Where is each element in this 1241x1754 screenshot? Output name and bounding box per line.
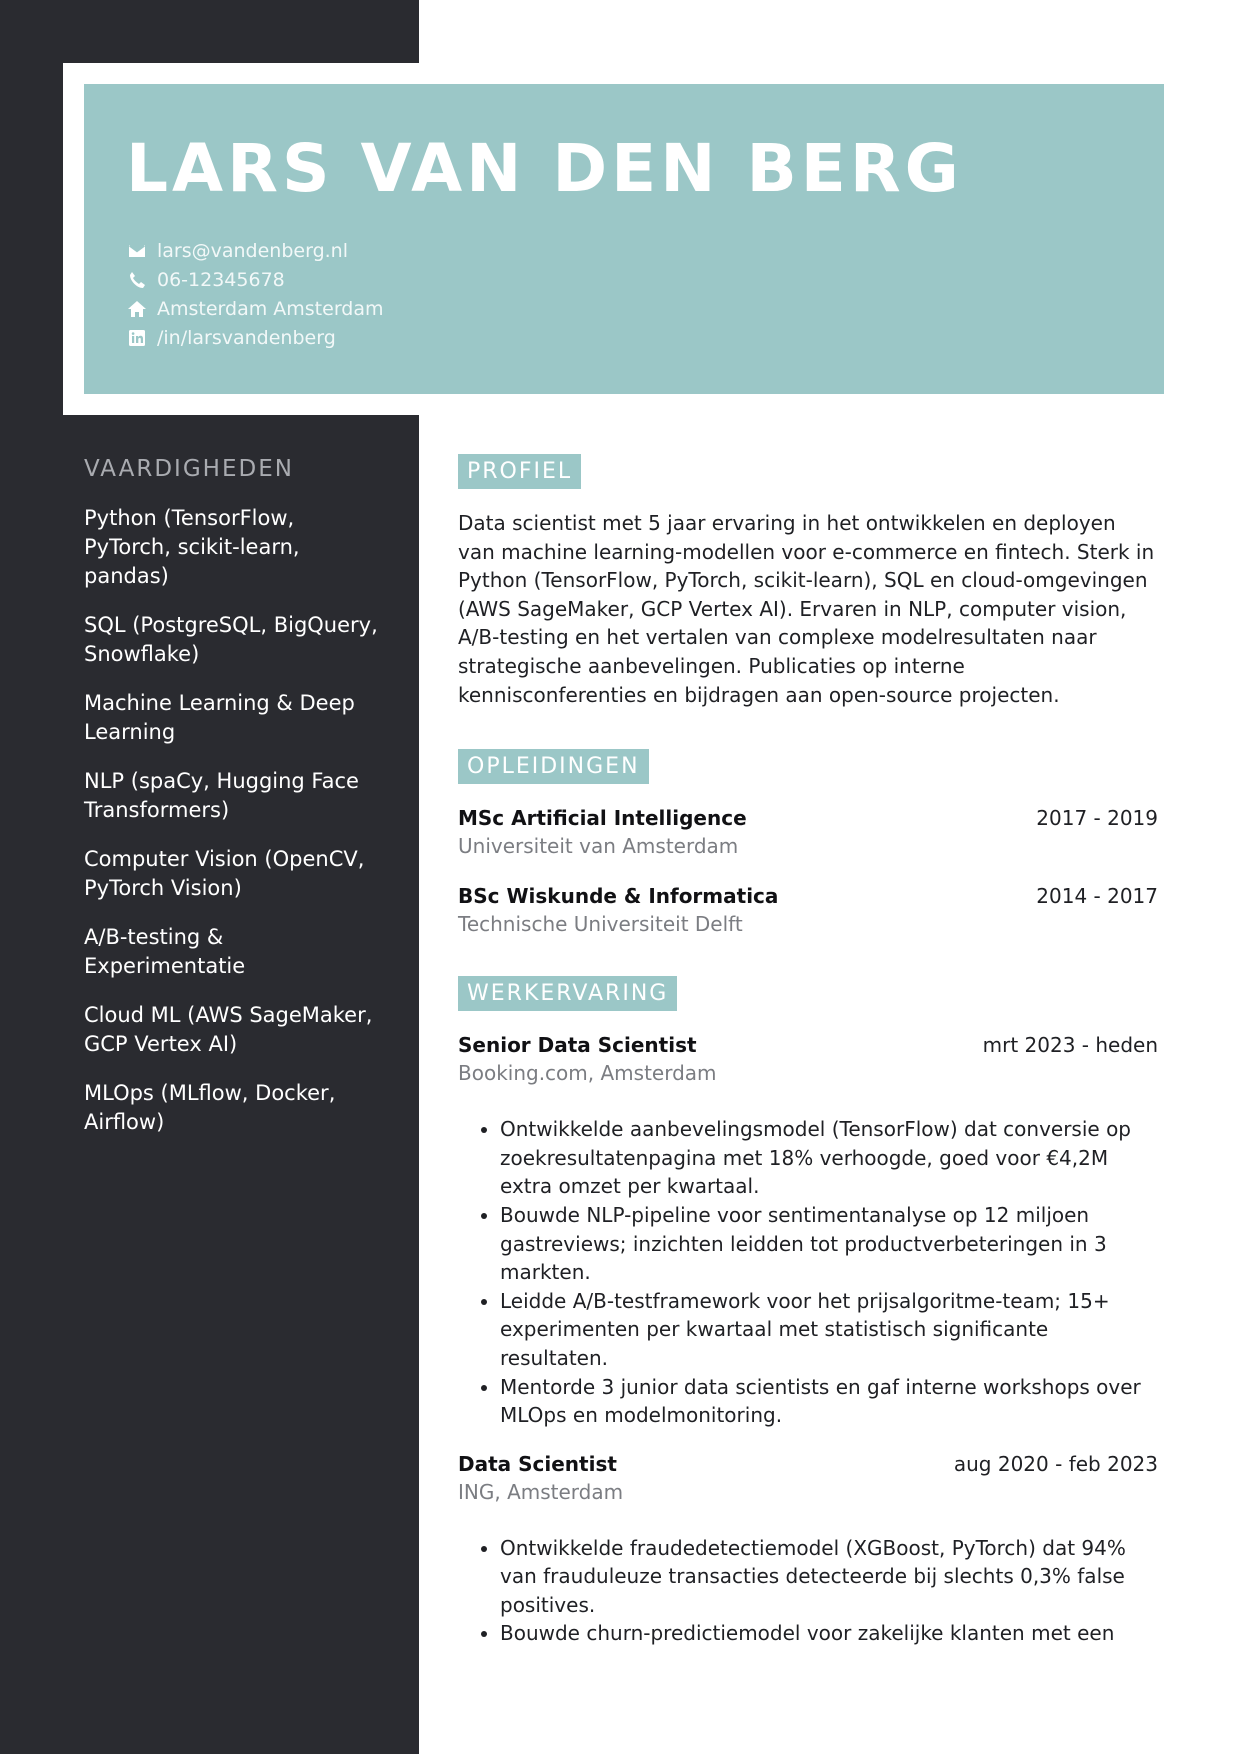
profile-text: Data scientist met 5 jaar ervaring in het ontwikkelen en deployen van machine learning-modellen voor e-commerce en fintech. Sterk in Python (TensorFlow, PyTorch, scikit-learn), SQL en cloud-omgevingen (AWS SageMaker, GCP Vertex AI). Ervaren in NLP, computer vision, A/B-testing en het vertalen van complexe modelresultaten naar strategische aanbevelingen. Publicaties op interne kennisconferenties en bijdragen aan open-source projecten.	[458, 511, 1155, 707]
skill-item: Cloud ML (AWS SageMaker, GCP Vertex AI)	[84, 1003, 373, 1056]
education-dates: 2017 - 2019	[1036, 806, 1158, 831]
contact-email[interactable]	[126, 236, 384, 265]
list-item: • Mentorde 3 junior data scientists en gaf interne workshops over MLOps en modelmonitoring.	[500, 1373, 1158, 1430]
contact-phone-text: 06-12345678	[157, 268, 285, 291]
job-bullets	[458, 1534, 1158, 1648]
skill-item: NLP (spaCy, Hugging Face Transformers)	[84, 769, 359, 822]
job-company: ING, Amsterdam	[458, 1479, 624, 1504]
education-item	[458, 804, 1158, 860]
contact-phone[interactable]	[126, 265, 384, 294]
profile-section	[458, 454, 1158, 709]
contact-email-text: lars@vandenberg.nl	[157, 239, 349, 262]
experience-section	[458, 976, 1158, 1648]
job-dates: mrt 2023 - heden	[982, 1033, 1158, 1058]
header	[84, 84, 1164, 394]
skill-item: Computer Vision (OpenCV, PyTorch Vision)	[84, 847, 365, 900]
main-content	[458, 454, 1158, 1648]
skill-item: SQL (PostgreSQL, BigQuery, Snowflake)	[84, 613, 378, 666]
envelope-icon	[126, 240, 148, 262]
job-entry	[458, 1450, 1158, 1648]
contact-location	[126, 294, 384, 323]
job-bullets	[458, 1115, 1158, 1430]
profile-title: PROFIEL	[458, 454, 581, 489]
candidate-name: LARS VAN DEN BERG	[126, 130, 963, 207]
contact-list	[126, 236, 384, 352]
contact-linkedin-text: /in/larsvandenberg	[157, 326, 336, 349]
education-item	[458, 882, 1158, 938]
school-name: Universiteit van Amsterdam	[458, 834, 739, 859]
degree-name: MSc Artificial Intelligence	[458, 806, 747, 831]
contact-linkedin[interactable]	[126, 323, 384, 352]
education-title: OPLEIDINGEN	[458, 749, 649, 784]
education-section	[458, 749, 1158, 938]
home-icon	[126, 298, 148, 320]
list-item: • Leidde A/B-testframework voor het prijsalgoritme-team; 15+ experimenten per kwartaal met statistisch significante resultaten.	[500, 1287, 1158, 1373]
list-item: • Bouwde NLP-pipeline voor sentimentanalyse op 12 miljoen gastreviews; inzichten leidden tot productverbeteringen in 3 markten.	[500, 1201, 1158, 1287]
job-company: Booking.com, Amsterdam	[458, 1061, 717, 1086]
phone-icon	[126, 269, 148, 291]
list-item: • Ontwikkelde aanbevelingsmodel (TensorFlow) dat conversie op zoekresultatenpagina met 18% verhoogde, goed voor €4,2M extra omzet per kwartaal.	[500, 1115, 1158, 1201]
skill-item: A/B-testing & Experimentatie	[84, 925, 246, 978]
contact-location-text: Amsterdam Amsterdam	[157, 297, 384, 320]
education-dates: 2014 - 2017	[1036, 884, 1158, 909]
skill-item: Python (TensorFlow, PyTorch, scikit-learn, pandas)	[84, 506, 300, 588]
list-item: • Bouwde churn-predictiemodel voor zakelijke klanten met een	[500, 1619, 1158, 1648]
job-entry	[458, 1031, 1158, 1430]
skill-item: MLOps (MLflow, Docker, Airflow)	[84, 1081, 336, 1134]
degree-name: BSc Wiskunde & Informatica	[458, 884, 779, 909]
job-role: Senior Data Scientist	[458, 1033, 697, 1058]
linkedin-icon	[126, 327, 148, 349]
experience-title: WERKERVARING	[458, 976, 677, 1011]
skills-title: VAARDIGHEDEN	[84, 456, 294, 482]
sidebar	[84, 456, 384, 1157]
job-dates: aug 2020 - feb 2023	[953, 1451, 1158, 1476]
skill-item: Machine Learning & Deep Learning	[84, 691, 355, 744]
school-name: Technische Universiteit Delft	[458, 912, 743, 937]
job-role: Data Scientist	[458, 1451, 617, 1476]
list-item: • Ontwikkelde fraudedetectiemodel (XGBoost, PyTorch) dat 94% van frauduleuze transacties detecteerde bij slechts 0,3% false positives.	[500, 1534, 1158, 1620]
